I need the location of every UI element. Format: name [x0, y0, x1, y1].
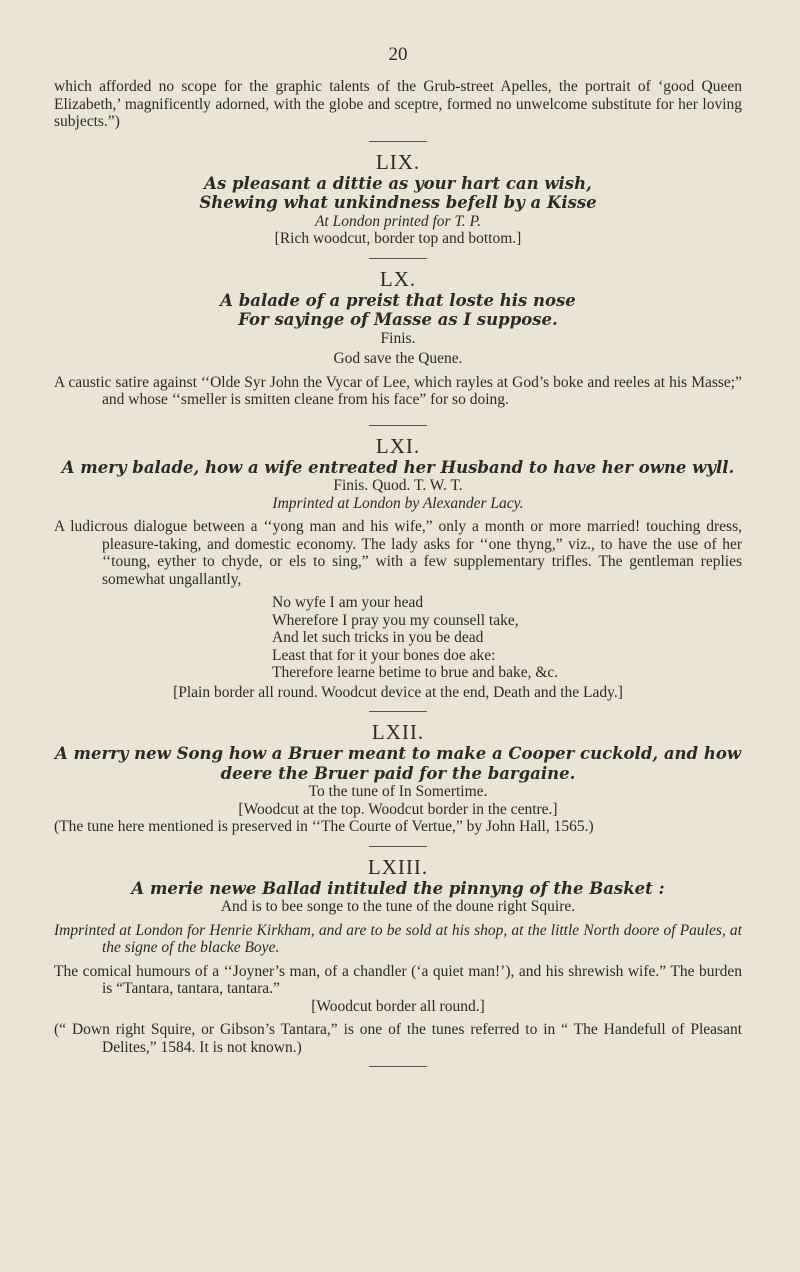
entry-title-line: A balade of a preist that loste his nose: [220, 290, 576, 310]
entry-description: A caustic satire against ‘‘Olde Syr John the Vycar of Lee, which rayles at God’s boke and reeles at his Masse;” and whose ‘‘smeller is smitten cleane from his face” for so doing.: [54, 373, 742, 408]
entry-title-line: For sayinge of Masse as I suppose.: [238, 310, 558, 329]
entry-title-line: deere the Bruer paid for the bargaine.: [220, 763, 576, 783]
entry-imprint: Imprinted at London for Henrie Kirkham, and are to be sold at his shop, at the little North doore of Paules, at the signe of the blacke Boye.: [54, 921, 742, 956]
verse-line: Wherefore I pray you my counsell take,: [272, 611, 519, 629]
divider: [369, 846, 427, 847]
entry-number: LX.: [379, 266, 417, 291]
divider: [369, 711, 427, 712]
entry-finis: Finis.: [380, 329, 416, 347]
verse-line: No wyfe I am your head: [272, 594, 424, 611]
entry-title-line: A merry new Song how a Bruer meant to make a Cooper cuckold, and how: [54, 744, 742, 763]
entry-lxii: [54, 720, 742, 836]
entry-note: [Rich woodcut, border top and bottom.]: [274, 230, 522, 247]
verse-line: Least that for it your bones doe ake:: [272, 646, 496, 664]
entry-tune: To the tune of In Somertime.: [308, 783, 488, 800]
divider: [369, 141, 427, 142]
entry-note: [Plain border all round. Woodcut device at the end, Death and the Lady.]: [173, 683, 623, 701]
entry-number: LXIII.: [367, 854, 429, 879]
entry-title-line: Shewing what unkindness befell by a Kisse: [199, 193, 597, 212]
entry-closing: God save the Quene.: [333, 350, 463, 367]
entry-description: A ludicrous dialogue between a ‘‘yong man and his wife,” only a month or more married! touching dress, pleasure-taking, and domestic economy. The lady asks for ‘‘one thyng,” viz., to have the use of her ‘‘toung, eyther to chyde, or els to sing,” with a few supplementary trifles. The gentleman replies somewhat ungallantly,: [54, 518, 742, 588]
entry-tune: And is to bee songe to the tune of the doune right Squire.: [220, 898, 576, 915]
entry-title-line: As pleasant a dittie as your hart can wish,: [204, 173, 592, 193]
entry-lx: [54, 267, 742, 409]
verse-line: And let such tricks in you be dead: [272, 629, 484, 646]
intro-paragraph: which afforded no scope for the graphic talents of the Grub-street Apelles, the portrait of ‘good Queen Elizabeth,’ magnificently adorned, with the globe and sceptre, formed no unwelcome substitute for her loving subjects.”): [54, 78, 742, 130]
entry-description: The comical humours of a ‘‘Joyner’s man, of a chandler (‘a quiet man!’), and his shrewish wife.” The burden is “Tantara, tantara, tantara.”: [54, 962, 742, 997]
divider: [369, 1066, 427, 1067]
entry-number: LIX.: [375, 149, 421, 174]
entry-note: [Woodcut at the top. Woodcut border in the centre.]: [238, 800, 558, 818]
entry-imprint: At London printed for T. P.: [314, 212, 482, 230]
verse-block: [54, 594, 742, 682]
entry-lix: [54, 150, 742, 248]
entry-finis: Finis. Quod. T. W. T.: [333, 477, 463, 494]
entry-lxiii: [54, 855, 742, 1057]
entry-imprint: Imprinted at London by Alexander Lacy.: [272, 494, 524, 512]
entry-description: (“ Down right Squire, or Gibson’s Tantara,” is one of the tunes referred to in “ The Handefull of Pleasant Delites,” 1584. It is not known.): [54, 1021, 742, 1056]
divider: [369, 425, 427, 426]
verse-line: Therefore learne betime to brue and bake, &c.: [272, 664, 559, 681]
entry-description: (The tune here mentioned is preserved in ‘‘The Courte of Vertue,” by John Hall, 1565.): [54, 818, 594, 835]
entry-number: LXI.: [375, 433, 421, 458]
entry-title-line: A mery balade, how a wife entreated her Husband to have her owne wyll.: [61, 457, 735, 477]
page-number: 20: [388, 44, 408, 65]
divider: [369, 258, 427, 259]
entry-number: LXII.: [371, 720, 425, 744]
entry-lxi: [54, 434, 742, 702]
entry-note: [Woodcut border all round.]: [311, 997, 485, 1015]
entry-title-line: A merie newe Ballad intituled the pinnyng of the Basket :: [131, 878, 665, 898]
